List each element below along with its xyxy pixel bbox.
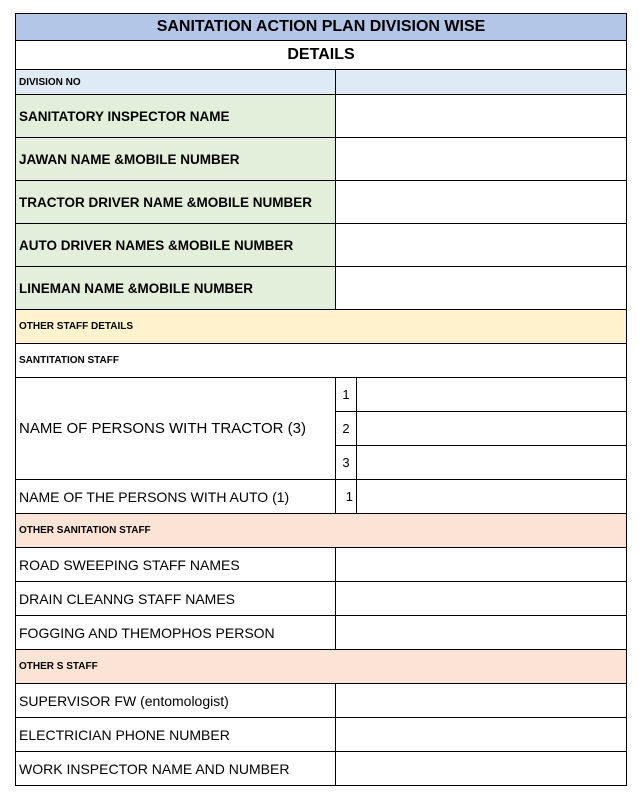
work-inspector-label: WORK INSPECTOR NAME AND NUMBER: [16, 752, 336, 786]
electrician-value-cell[interactable]: [336, 718, 627, 752]
auto-driver-label: AUTO DRIVER NAMES &MOBILE NUMBER: [16, 224, 336, 267]
lineman-value-cell[interactable]: [336, 267, 627, 310]
tractor-person-value-cell[interactable]: [357, 446, 627, 480]
tractor-row: [16, 378, 627, 412]
contact-row: [16, 224, 627, 267]
contact-row: [16, 95, 627, 138]
tractor-number: 2: [336, 412, 357, 446]
other-s-staff-heading: OTHER S STAFF: [16, 650, 627, 684]
section-row: [16, 310, 627, 344]
other-row: [16, 718, 627, 752]
drain-cleaning-label: DRAIN CLEANNG STAFF NAMES: [16, 582, 336, 616]
sanitation-plan-table: [15, 13, 627, 786]
other-staff-details-heading: OTHER STAFF DETAILS: [16, 310, 627, 344]
supervisor-label: SUPERVISOR FW (entomologist): [16, 684, 336, 718]
section-row: [16, 514, 627, 548]
fogging-label: FOGGING AND THEMOPHOS PERSON: [16, 616, 336, 650]
road-sweeping-label: ROAD SWEEPING STAFF NAMES: [16, 548, 336, 582]
other-row: [16, 684, 627, 718]
auto-row: [16, 480, 627, 514]
santitation-staff-heading: SANTITATION STAFF: [16, 344, 627, 378]
other-sanitation-staff-heading: OTHER SANITATION STAFF: [16, 514, 627, 548]
sanitation-row: [16, 616, 627, 650]
tractor-driver-value-cell[interactable]: [336, 181, 627, 224]
details-row: [16, 41, 627, 70]
lineman-label: LINEMAN NAME &MOBILE NUMBER: [16, 267, 336, 310]
contact-row: [16, 181, 627, 224]
sanitary-inspector-value-cell[interactable]: [336, 95, 627, 138]
details-heading: DETAILS: [16, 41, 627, 70]
division-label: DIVISION NO: [16, 70, 336, 95]
page-title: SANITATION ACTION PLAN DIVISION WISE: [16, 14, 627, 41]
tractor-person-value-cell[interactable]: [357, 378, 627, 412]
sanitation-plan-sheet: [15, 13, 626, 786]
drain-cleaning-value-cell[interactable]: [336, 582, 627, 616]
supervisor-value-cell[interactable]: [336, 684, 627, 718]
auto-driver-value-cell[interactable]: [336, 224, 627, 267]
tractor-driver-label: TRACTOR DRIVER NAME &MOBILE NUMBER: [16, 181, 336, 224]
title-row: [16, 14, 627, 41]
division-row: [16, 70, 627, 95]
electrician-label: ELECTRICIAN PHONE NUMBER: [16, 718, 336, 752]
section-row: [16, 344, 627, 378]
work-inspector-value-cell[interactable]: [336, 752, 627, 786]
contact-row: [16, 138, 627, 181]
sanitary-inspector-label: SANITATORY INSPECTOR NAME: [16, 95, 336, 138]
auto-persons-label: NAME OF THE PERSONS WITH AUTO (1): [16, 480, 336, 514]
tractor-number: 1: [336, 378, 357, 412]
tractor-persons-label: NAME OF PERSONS WITH TRACTOR (3): [16, 378, 336, 480]
other-row: [16, 752, 627, 786]
road-sweeping-value-cell[interactable]: [336, 548, 627, 582]
jawan-value-cell[interactable]: [336, 138, 627, 181]
jawan-label: JAWAN NAME &MOBILE NUMBER: [16, 138, 336, 181]
division-value-cell[interactable]: [336, 70, 627, 95]
tractor-number: 3: [336, 446, 357, 480]
section-row: [16, 650, 627, 684]
contact-row: [16, 267, 627, 310]
tractor-person-value-cell[interactable]: [357, 412, 627, 446]
sanitation-row: [16, 582, 627, 616]
sanitation-row: [16, 548, 627, 582]
auto-number: 1: [336, 480, 357, 514]
auto-person-value-cell[interactable]: [357, 480, 627, 514]
fogging-value-cell[interactable]: [336, 616, 627, 650]
